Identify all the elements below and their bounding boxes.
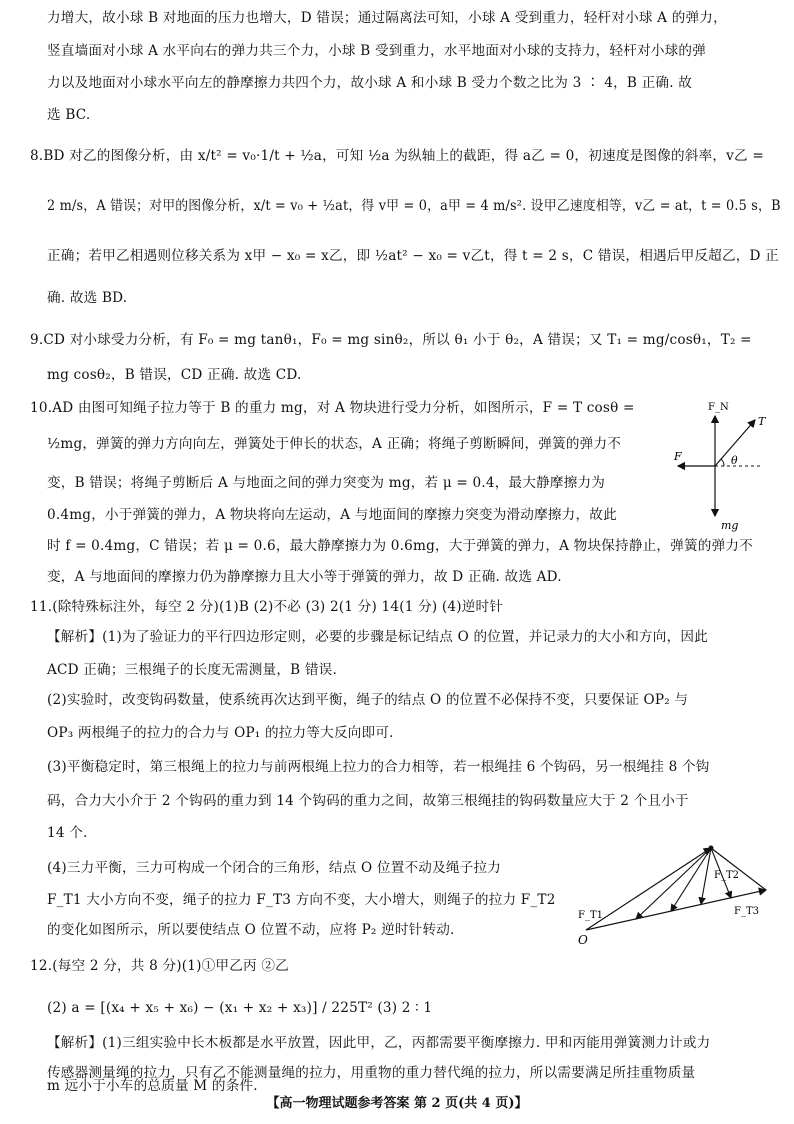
text-line: 选 BC. [47, 107, 91, 123]
analysis-11-line: (3)平衡稳定时，第三根绳上的拉力与前两根绳上拉力的合力相等，若一根绳挂 6 个钩码，另一根绳挂 8 个钩 [47, 759, 710, 775]
analysis-11-line: 的变化如图所示，所以要使结点 O 位置不动，应将 P₂ 逆时针转动. [47, 922, 455, 938]
ft2-arrow [636, 848, 711, 919]
fn-label: F_N [708, 402, 729, 413]
answer-9-line: 9.CD 对小球受力分析，有 F₀ = mg tanθ₁，F₀ = mg sinθ₂，所以 θ₁ 小于 θ₂，A 错误；又 T₁ = mg/cosθ₁，T₂ = [30, 332, 752, 348]
tension-label: T [758, 415, 766, 428]
answer-11-line: 11.(除特殊标注外，每空 2 分)(1)B (2)不必 (3) 2(1 分) 14(1 分) (4)逆时针 [30, 599, 504, 615]
analysis-12-line: 传感器测量绳的拉力，只有乙不能测量绳的拉力，用重物的重力替代绳的拉力，所以需要满足所挂重物质量 [47, 1065, 696, 1081]
answer-12-line: 12.(每空 2 分，共 8 分)(1)①甲乙丙 ②乙 [30, 958, 289, 974]
answer-10-line: 0.4mg，小于弹簧的弹力，A 物块将向左运动，A 与地面间的摩擦力突变为滑动摩擦力，故此 [47, 507, 617, 523]
analysis-12-line: 【解析】(1)三组实验中长木板都是水平放置，因此甲，乙，丙都需要平衡摩擦力. 甲和丙能用弹簧测力计或力 [47, 1035, 711, 1051]
ft1-arrow [586, 848, 711, 930]
text-line: 竖直墙面对小球 A 水平向右的弹力共三个力，小球 B 受到重力，水平地面对小球的支持力，轻杆对小球的弹 [47, 43, 707, 59]
analysis-11-line: 【解析】(1)为了验证力的平行四边形定则，必要的步骤是标记结点 O 的位置，并记录力的大小和方向，因此 [47, 629, 708, 645]
answer-8-line: 正确；若甲乙相遇则位移关系为 x甲 − x₀ = x乙，即 ½at² − x₀ = v乙t，得 t = 2 s，C 错误，相遇后甲反超乙，D 正 [47, 248, 779, 264]
analysis-11-line: (2)实验时，改变钩码数量，使系统再次达到平衡，绳子的结点 O 的位置不必保持不变，只要保证 OP₂ 与 [47, 692, 689, 708]
answer-8-line: 确. 故选 BD. [47, 290, 128, 306]
analysis-11-line: ACD 正确；三根绳子的长度无需测量，B 错误. [47, 662, 337, 678]
page-footer: 【高一物理试题参考答案 第 2 页(共 4 页)】 [266, 1096, 528, 1111]
ft3-label: F_T3 [734, 906, 759, 917]
answer-8-line: 2 m/s，A 错误；对甲的图像分析，x/t = v₀ + ½at，得 v甲 = 0，a甲 = 4 m/s². 设甲乙速度相等，v乙 = at，t = 0.5 s，B [47, 198, 781, 214]
text-line: 力以及地面对小球水平向左的静摩擦力共四个力，故小球 A 和小球 B 受力个数之比为 3 ∶ 4，B 正确. 故 [47, 75, 693, 91]
analysis-11-line: OP₃ 两根绳子的拉力的合力与 OP₁ 的拉力等大反向即可. [47, 725, 394, 741]
analysis-11-line: 码，合力大小介于 2 个钩码的重力到 14 个钩码的重力之间，故第三根绳挂的钩码数量应大于 2 个且小于 [47, 793, 689, 809]
theta-label: θ [731, 454, 738, 467]
analysis-11-line: 14 个. [47, 825, 88, 841]
answer-10-line: 时 f = 0.4mg，C 错误；若 μ = 0.6，最大静摩擦力为 0.6mg，大于弹簧的弹力，A 物块保持静止，弹簧的弹力不 [47, 538, 753, 554]
answer-8-line: 8.BD 对乙的图像分析，由 x/t² = v₀·1/t + ½a，可知 ½a 为纵轴上的截距，得 a乙 = 0，初速度是图像的斜率，v乙 = [30, 148, 764, 164]
force-diagram-10 [668, 398, 780, 538]
force-triangle-diagram-11 [574, 840, 784, 948]
answer-9-line: mg cosθ₂，B 错误，CD 正确. 故选 CD. [47, 367, 302, 383]
ft1-label: F_T1 [578, 910, 603, 921]
spring-force-label: F [674, 450, 682, 463]
analysis-11-line: (4)三力平衡，三力可构成一个闭合的三角形，结点 O 位置不动及绳子拉力 [47, 860, 502, 876]
answer-10-line: 10.AD 由图可知绳子拉力等于 B 的重力 mg，对 A 物块进行受力分析，如图所示，F = T cosθ = [30, 400, 635, 416]
analysis-11-line: F_T1 大小方向不变，绳子的拉力 F_T3 方向不变，大小增大，则绳子的拉力 F_T2 [47, 892, 556, 908]
theta-arc [721, 459, 724, 466]
answer-10-line: 变，B 错误；将绳子剪断后 A 与地面之间的弹力突变为 mg，若 μ = 0.4，最大静摩擦力为 [47, 475, 606, 491]
text-line: 力增大，故小球 B 对地面的压力也增大，D 错误；通过隔离法可知，小球 A 受到重力，轻杆对小球 A 的弹力， [47, 10, 727, 26]
origin-label: O [578, 933, 588, 947]
ft2-label: F_T2 [714, 870, 739, 881]
answer-10-line: ½mg，弹簧的弹力方向向左，弹簧处于伸长的状态，A 正确；将绳子剪断瞬间，弹簧的弹力不 [47, 436, 622, 452]
analysis-12-line: m 远小于小车的总质量 M 的条件. [47, 1078, 258, 1094]
answer-10-line: 变，A 与地面间的摩擦力仍为静摩擦力且大小等于弹簧的弹力，故 D 正确. 故选 AD. [47, 569, 562, 585]
junction-point [709, 846, 714, 851]
answer-12-formula: (2) a = [(x₄ + x₅ + x₆) − (x₁ + x₂ + x₃)] / 225T² (3) 2 ∶ 1 [47, 1000, 433, 1016]
gravity-label: mg [721, 519, 739, 532]
